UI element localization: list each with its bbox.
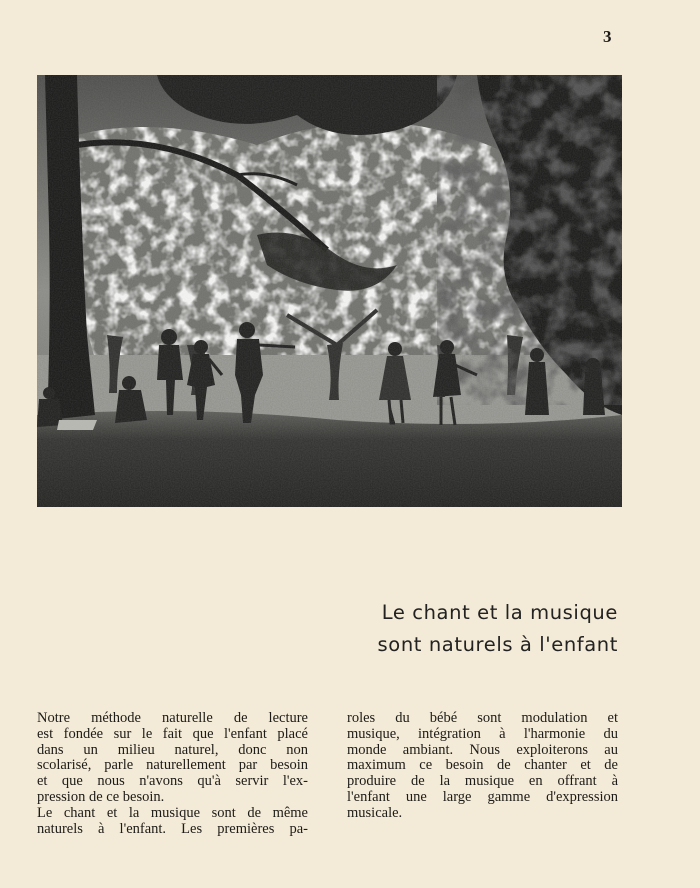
section-heading (300, 597, 618, 661)
body-column-left (37, 711, 308, 837)
heading-line: Le chant et la musique (381, 601, 618, 624)
body-line: pression de ce besoin. (37, 788, 165, 805)
body-line: l'enfant une large gamme d'expression (347, 788, 618, 805)
photograph-children-dancing-orchard (37, 75, 622, 507)
heading-line: sont naturels à l'enfant (377, 633, 618, 656)
body-line: produire de la musique en offrant à (347, 773, 618, 790)
body-line: est fondée sur le fait que l'enfant placé (37, 725, 308, 742)
body-line: et que nous n'avons qu'à servir l'ex- (37, 773, 308, 790)
body-line: Notre méthode naturelle de lecture (37, 710, 308, 726)
body-line: roles du bébé sont modulation et (347, 710, 618, 726)
body-line: Le chant et la musique sont de même (37, 804, 308, 821)
body-line: musique, intégration à l'harmonie du (347, 725, 618, 742)
body-line: scolarisé, parle naturellement par besoin (37, 757, 308, 774)
page-number: 3 (603, 27, 612, 46)
photo-drawing (37, 75, 622, 507)
body-line: musicale. (347, 804, 403, 821)
body-line: dans un milieu naturel, donc non (37, 741, 308, 758)
body-line: monde ambiant. Nous exploiterons au (347, 741, 618, 758)
body-column-right (347, 711, 618, 822)
body-line: naturels à l'enfant. Les premières pa- (37, 820, 308, 837)
body-line: maximum ce besoin de chanter et de (347, 757, 618, 774)
